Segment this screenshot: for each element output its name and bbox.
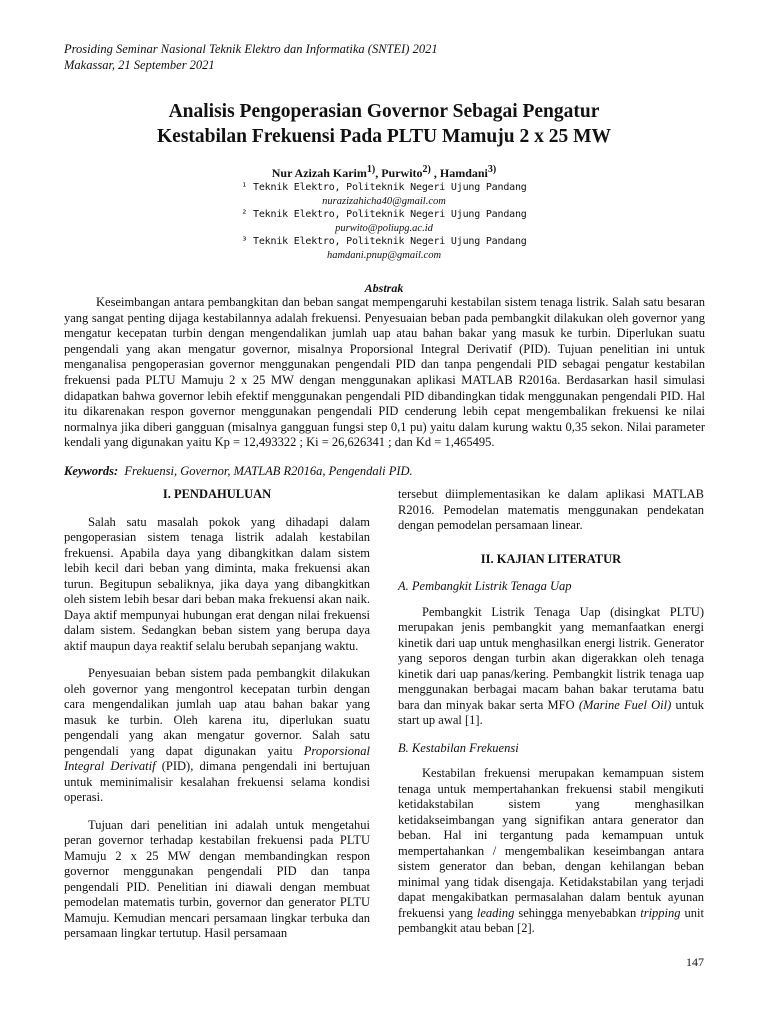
stab-p-mid: sehingga menyebabkan xyxy=(514,905,641,920)
section-2-heading: II. KAJIAN LITERATUR xyxy=(480,551,622,566)
title-line-2: Kestabilan Frekuensi Pada PLTU Mamuju 2 x 25 MW xyxy=(157,126,611,147)
pltu-p-b: untuk start up awal [1]. xyxy=(398,697,704,727)
author-3-sup: 3) xyxy=(487,164,497,175)
keywords-text: Frekuensi, Governor, MATLAB R2016a, Pengendali PID. xyxy=(124,464,413,478)
section-1-heading: I. PENDAHULUAN xyxy=(162,487,272,501)
conference-name: Prosiding Seminar Nasional Teknik Elektro dan Informatika (SNTEI) 2021 xyxy=(64,42,438,56)
left-column xyxy=(64,487,370,954)
email-2: purwito@poliupg.ac.id xyxy=(335,222,433,234)
author-3: , Hamdani xyxy=(430,166,488,180)
affiliation-2: ² Teknik Elektro, Politeknik Negeri Ujung Pandang xyxy=(241,209,527,220)
stab-p-a: Kestabilan frekuensi merupakan kemampuan sistem tenaga untuk mempertahankan frekuensi stabil mengikuti ketidakstabilan sistem yang menghasilkan ketidakseimbangan yang signifikan antara generator dan beban. Hal ini tergantung pada kemampuan untuk mempertahankan / mengembalikan keseimbangan antara sistem generator dan beban, dengan kehilangan beban minimal yang tidak disengaja. Ketidakstabilan yang terjadi dapat mengakibatkan permasalahan dalam bentuk ayunan frekuensi yang xyxy=(398,766,704,920)
subsection-b-heading: B. Kestabilan Frekuensi xyxy=(398,740,519,755)
author-2: , Purwito xyxy=(375,166,423,180)
intro-p2-a: Penyesuaian beban sistem pada pembangkit dilakukan oleh governor yang mengontrol kecepatan turbin dengan cara mengendalikan jumlah uap atau bahan bakar yang masuk ke turbin. Oleh karena itu, diperlukan suatu pengendali yang akan mengatur governor. Salah satu pengendali yang dapat digunakan yaitu xyxy=(64,666,370,758)
email-1: nurazizahicha40@gmail.com xyxy=(322,195,446,207)
affiliation-3: ³ Teknik Elektro, Politeknik Negeri Ujung Pandang xyxy=(241,236,527,247)
pltu-p-a: Pembangkit Listrik Tenaga Uap (disingkat PLTU) merupakan jenis pembangkit yang memanfaatkan energi kinetik dari uap untuk menghasilkan energi listrik. Generator yang seporos dengan turbin akan digerakkan oleh tenaga kinetik dari uap panas/kering. Pembangkit listrik tenaga uap menggunakan berbagai macam bahan bakar terutama batu bara dan minyak bakar serta MFO xyxy=(398,604,704,712)
author-2-sup: 2) xyxy=(422,164,431,175)
right-column xyxy=(398,487,704,949)
pltu-paragraph xyxy=(398,605,704,729)
author-1: Nur Azizah Karim xyxy=(271,166,367,180)
intro-paragraph-2 xyxy=(64,666,370,806)
email-3: hamdani.pnup@gmail.com xyxy=(326,249,442,261)
intro-p2-em: Proporsional Integral Derivatif xyxy=(64,743,370,773)
author-1-sup: 1) xyxy=(366,164,376,175)
abstract-body xyxy=(64,295,705,451)
intro-paragraph-3: Tujuan dari penelitian ini adalah untuk mengetahui peran governor terhadap kestabilan frekuensi pada PLTU Mamuju 2 x 25 MW dengan membandingkan respon governor menggunakan pengendali PID dan tanpa pengendali PID. Penelitian ini diawali dengan membuat pemodelan matematis turbin, governor dan generator PLTU Mamuju. Kemudian mencari persamaan lingkar terbuka dan persamaan lingkar tertutup. Hasil persamaan xyxy=(64,817,370,940)
keywords xyxy=(64,464,413,479)
affiliation-1: ¹ Teknik Elektro, Politeknik Negeri Ujung Pandang xyxy=(241,182,527,193)
stab-p-em2: tripping xyxy=(640,905,681,920)
stability-paragraph xyxy=(398,766,704,937)
author-block xyxy=(64,162,704,262)
title-line-1: Analisis Pengoperasian Governor Sebagai Pengatur xyxy=(168,101,600,122)
continued-paragraph: tersebut diimplementasikan ke dalam aplikasi MATLAB R2016. Pemodelan matematis menggunakan pendekatan dengan pemodelan persamaan linear. xyxy=(398,487,704,532)
intro-p2-b: (PID), dimana pengendali ini bertujuan untuk meminimalisir kesalahan frekuensi selama kondisi operasi. xyxy=(64,759,370,804)
conference-place-date: Makassar, 21 September 2021 xyxy=(64,58,215,72)
author-names xyxy=(64,162,704,181)
conference-header xyxy=(64,41,438,73)
abstract-text: Keseimbangan antara pembangkitan dan beban sangat mempengaruhi kestabilan sistem tenaga listrik. Salah satu besaran yang sangat penting dijaga kestabilannya adalah frekuensi. Penyesuaian beban pada pembangkit dilakukan oleh governor yang mengatur kecepatan turbin dengan mengendalikan jumlah uap atau bahan bakar yang masuk ke turbin. Diperlukan suatu pengendali yang akan mengatur governor, misalnya Proporsional Integral Derivatif (PID). Tujuan penelitian ini untuk menganalisa pengoperasian governor menggunakan pengendali PID dan tanpa pengendali PID sebagai pengatur kestabilan frekuensi pada PLTU Mamuju 2 x 25 MW dengan menggunakan aplikasi MATLAB R2016a. Berdasarkan hasil simulasi didapatkan bahwa governor lebih efektif menggunakan pengendali PID dibandingkan tidak menggunakan pengendali PID. Hal itu dikarenakan respon governor menggunakan pengendali PID cenderung lebih cepat mengembalikan frekuensi ke nilai normalnya jika diberi gangguan (misalnya gangguan fungsi step 0,1 pu) yaitu dalam kurung waktu 0,35 sekon. Nilai parameter kendali yang digunakan yaitu Kp = 12,493322 ; Ki = 26,626341 ; dan Kd = 1,465495. xyxy=(64,295,705,450)
stab-p-em1: leading xyxy=(476,905,515,920)
stab-p-b: unit pembangkit atau beban [2]. xyxy=(398,905,704,935)
keywords-label: Keywords: xyxy=(64,464,119,478)
page-number: 147 xyxy=(686,955,704,969)
subsection-a-heading: A. Pembangkit Listrik Tenaga Uap xyxy=(398,579,572,593)
pltu-p-em: (Marine Fuel Oil) xyxy=(578,697,672,712)
abstract-heading: Abstrak xyxy=(364,281,404,295)
intro-paragraph-1: Salah satu masalah pokok yang dihadapi dalam pengoperasian sistem tenaga listrik adalah kestabilan frekuensi. Apabila daya yang dibangkitkan dalam sistem lebih kecil dari beban yang diminta, maka frekuensi akan turun. Begitupun sebaliknya, jika daya yang dibangkitkan oleh sistem lebih besar dari beban maka frekuensi akan naik. Daya aktif mempunyai hubungan erat dengan nilai frekuensi dalam sistem. Sedangkan beban sistem yang berupa daya aktif maupun daya reaktif selalu berubah sepanjang waktu. xyxy=(64,514,370,653)
paper-title xyxy=(64,99,704,149)
